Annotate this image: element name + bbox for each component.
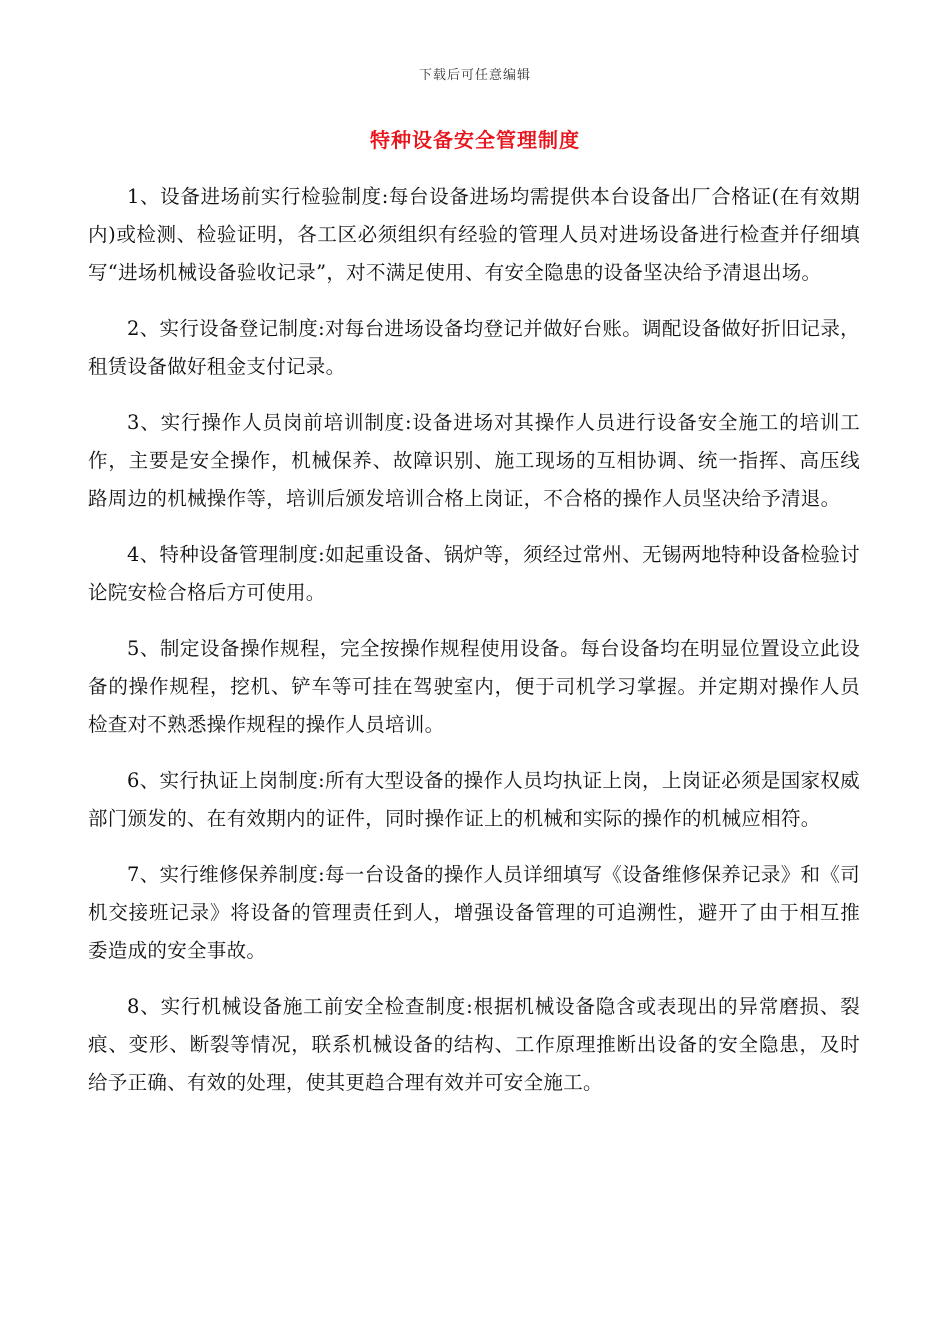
paragraph-4: 4、特种设备管理制度:如起重设备、锅炉等，须经过常州、无锡两地特种设备检验讨论院安检合格后方可使用。 [88,543,860,604]
paragraph-3: 3、实行操作人员岗前培训制度:设备进场对其操作人员进行设备安全施工的培训工作，主要是安全操作，机械保养、故障识别、施工现场的互相协调、统一指挥、高压线路周边的机械操作等，培训后颁发培训合格上岗证，不合格的操作人员坚决给予清退。 [88,411,860,510]
paragraph-2: 2、实行设备登记制度:对每台进场设备均登记并做好台账。调配设备做好折旧记录，租赁设备做好租金支付记录。 [88,317,860,378]
document-title: 特种设备安全管理制度 [370,128,580,152]
document-body [88,178,860,1120]
paragraph-1: 1、设备进场前实行检验制度:每台设备进场均需提供本台设备出厂合格证(在有效期内)或检测、检验证明，各工区必须组织有经验的管理人员对进场设备进行检查并仔细填写“进场机械设备验收记录”，对不满足使用、有安全隐患的设备坚决给予清退出场。 [88,185,860,284]
paragraph-6: 6、实行执证上岗制度:所有大型设备的操作人员均执证上岗，上岗证必须是国家权威部门颁发的、在有效期内的证件，同时操作证上的机械和实际的操作的机械应相符。 [88,769,860,830]
paragraph-8: 8、实行机械设备施工前安全检查制度:根据机械设备隐含或表现出的异常磨损、裂痕、变形、断裂等情况，联系机械设备的结构、工作原理推断出设备的安全隐患，及时给予正确、有效的处理，使其更趋合理有效并可安全施工。 [88,995,860,1094]
paragraph-5: 5、制定设备操作规程，完全按操作规程使用设备。每台设备均在明显位置设立此设备的操作规程，挖机、铲车等可挂在驾驶室内，便于司机学习掌握。并定期对操作人员检查对不熟悉操作规程的操作人员培训。 [88,637,860,736]
header-note: 下载后可任意编辑 [418,68,531,83]
paragraph-7: 7、实行维修保养制度:每一台设备的操作人员详细填写《设备维修保养记录》和《司机交接班记录》将设备的管理责任到人，增强设备管理的可追溯性，避开了由于相互推委造成的安全事故。 [88,863,860,962]
